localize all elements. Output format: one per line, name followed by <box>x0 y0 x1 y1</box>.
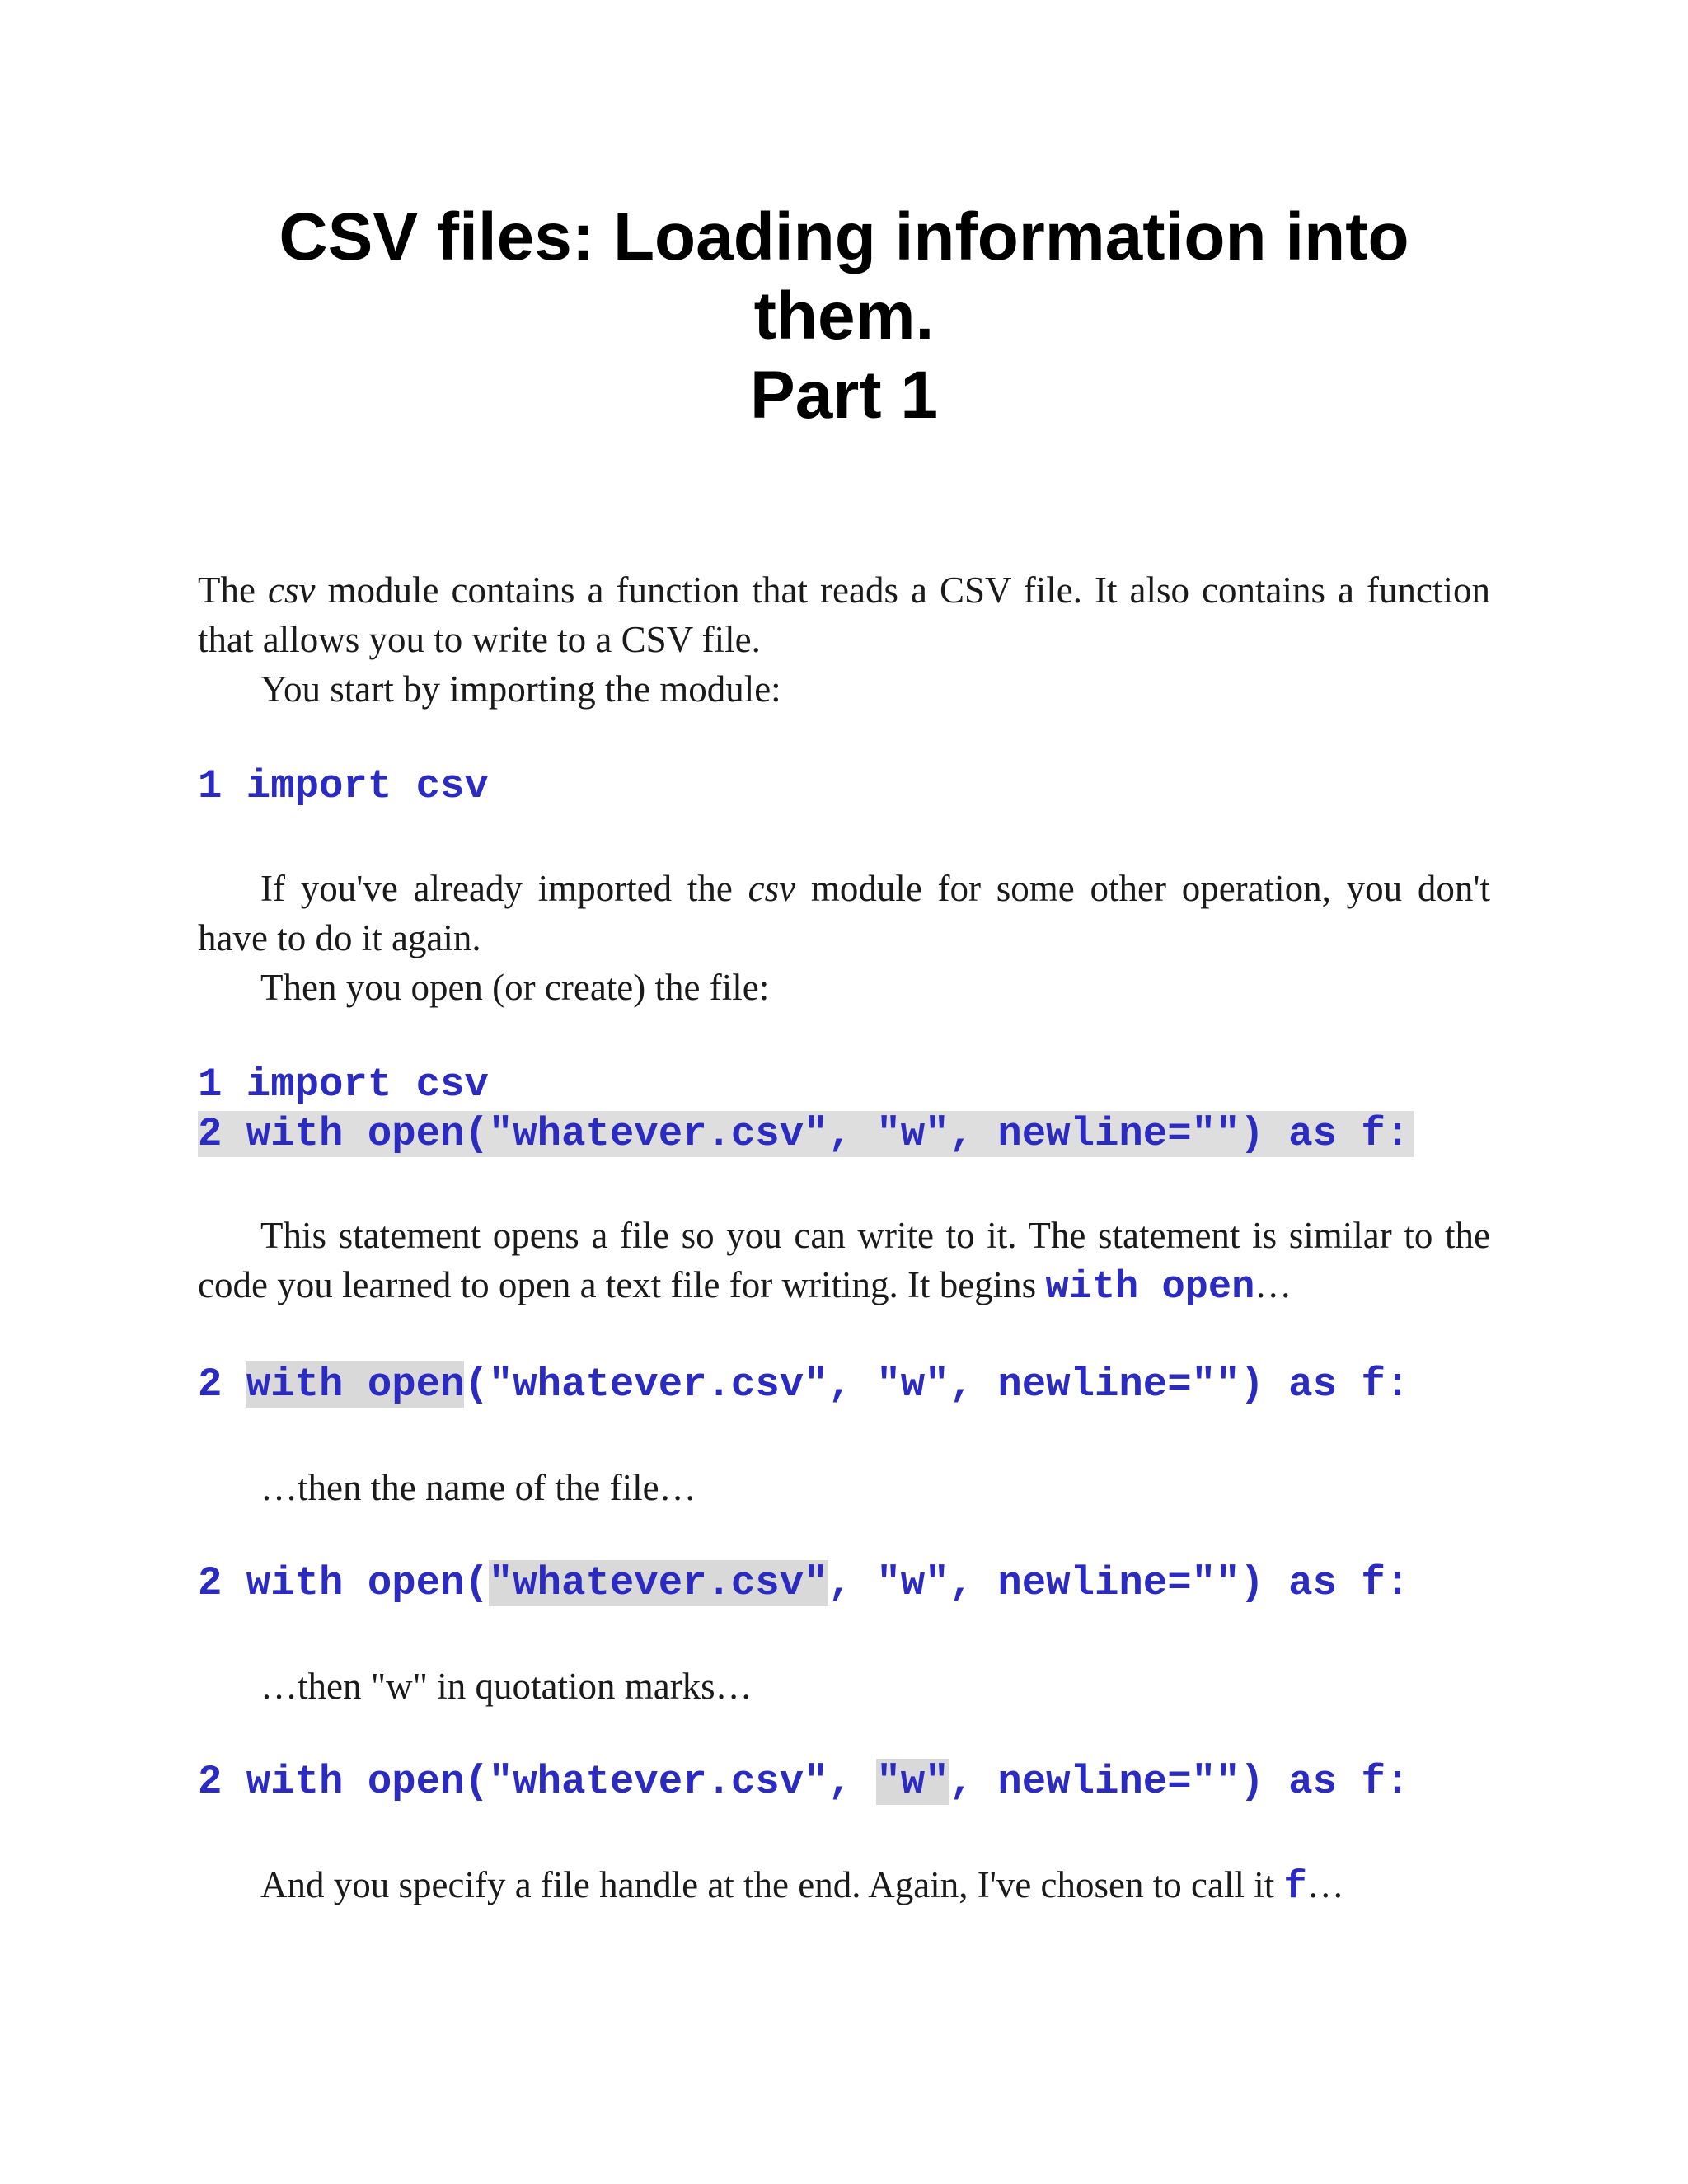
title-line-2: them. <box>753 279 935 354</box>
code-highlight: "whatever.csv" <box>488 1560 828 1606</box>
title-line-1: CSV files: Loading information into <box>279 199 1409 274</box>
reimport-paragraph: If you've already imported the csv module for some other operation, you don't have to do it again. <box>198 868 1490 958</box>
step-filename: …then the name of the file… <box>260 1467 696 1508</box>
code-block-2-line-2 <box>198 1110 1414 1158</box>
code-highlight: "w" <box>876 1759 950 1805</box>
code-highlight: with open <box>246 1361 465 1408</box>
open-instruction: Then you open (or create) the file: <box>260 967 770 1008</box>
code-block-3: 2 with open("whatever.csv", "w", newline="") as f: <box>198 1361 1410 1408</box>
module-name: csv <box>748 868 796 909</box>
code-block-5: 2 with open("whatever.csv", "w", newline="") as f: <box>198 1759 1410 1805</box>
code-block-1-line-1: 1 import csv <box>198 763 489 809</box>
code-block-4: 2 with open("whatever.csv", "w", newline="") as f: <box>198 1560 1410 1606</box>
step-mode: …then "w" in quotation marks… <box>260 1666 753 1707</box>
title-line-3: Part 1 <box>750 358 938 433</box>
intro-instruction: You start by importing the module: <box>260 668 781 710</box>
intro-paragraph: The csv module contains a function that reads a CSV file. It also contains a function that allows you to write to a CSV file. <box>198 569 1490 660</box>
inline-code: f <box>1283 1866 1307 1910</box>
code-block-2-line-1: 1 import csv <box>198 1062 489 1108</box>
step-file-handle: And you specify a file handle at the end. Again, I've chosen to call it f… <box>260 1864 1344 1910</box>
module-name: csv <box>268 569 316 611</box>
highlighted-code-line: 2 with open("whatever.csv", "w", newline="") as f: <box>198 1111 1414 1157</box>
explain-paragraph: This statement opens a file so you can write to it. The statement is similar to the code you learned to open a text file for writing. It begins with open… <box>198 1215 1490 1310</box>
inline-code: with open <box>1045 1266 1255 1310</box>
